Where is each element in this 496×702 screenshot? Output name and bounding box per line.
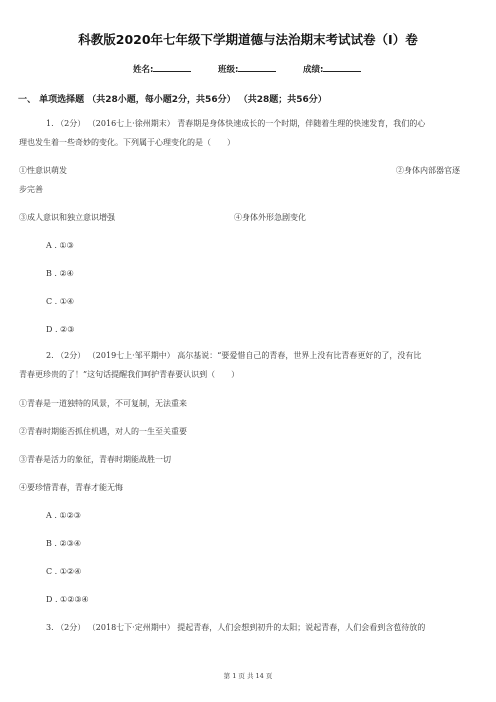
q2-statement-3: ③青春是活力的象征，青春时期能战胜一切 xyxy=(19,455,171,464)
class-label: 班级: xyxy=(218,65,239,75)
score-label: 成绩: xyxy=(303,65,324,75)
q1-statement-4: ④身体外形急剧变化 xyxy=(234,213,306,222)
q2-stem-line2: 青春更珍贵的了！”这句话提醒我们呵护青春要认识到（ ） xyxy=(19,370,240,379)
q2-option-c[interactable]: C . ①②④ xyxy=(46,567,82,576)
q3-stem-line1: 3. （2分） （2018七下·定州期中） 提起青春，人们会想到初升的太阳；说起青春，人们会看到含苞待放的 xyxy=(46,623,426,632)
q2-option-a[interactable]: A . ①②③ xyxy=(46,511,81,520)
page-footer: 第 1 页 共 14 页 xyxy=(223,672,273,680)
q1-statement-3: ③成人意识和独立意识增强 xyxy=(19,213,115,222)
exam-title: 科教版2020年七年级下学期道德与法治期末考试试卷（I）卷 xyxy=(78,32,418,47)
q1-statement-2-cont: 步完善 xyxy=(19,185,43,194)
student-info-row xyxy=(0,62,496,76)
q1-option-c[interactable]: C . ①④ xyxy=(46,297,75,306)
class-field xyxy=(218,62,276,75)
q2-stem-line1: 2. （2分） （2019七上·邹平期中） 高尔基说：“要爱惜自己的青春，世界上没有比青春更好的了，没有比 xyxy=(46,351,422,360)
name-blank xyxy=(153,62,191,72)
q2-statement-4: ④要珍惜青春，青春才能无悔 xyxy=(19,483,123,492)
name-field xyxy=(133,62,191,75)
q2-option-d[interactable]: D . ①②③④ xyxy=(46,595,89,604)
name-label: 姓名: xyxy=(133,65,154,75)
class-blank xyxy=(238,62,276,72)
q1-option-b[interactable]: B . ②④ xyxy=(46,269,74,278)
q1-statement-1: ①性意识萌发 xyxy=(19,166,67,175)
section-heading: 一、 单项选择题 （共28小题，每小题2分，共56分） （共28题；共56分） xyxy=(18,95,327,105)
q1-option-d[interactable]: D . ②③ xyxy=(46,325,75,334)
score-field xyxy=(303,62,361,75)
score-blank xyxy=(323,62,361,72)
q1-stem-line1: 1. （2分） （2016七上·徐州期末） 青春期是身体快速成长的一个时期，伴随着生理的快速发育，我们的心 xyxy=(46,119,426,128)
q1-statement-2: ②身体内部器官逐 xyxy=(396,166,460,175)
q2-statement-2: ②青春时期能否抓住机遇，对人的一生至关重要 xyxy=(19,427,187,436)
q1-option-a[interactable]: A . ①③ xyxy=(46,241,74,250)
q1-stem-line2: 理也发生着一些奇妙的变化。下列属于心理变化的是（ ） xyxy=(19,138,235,147)
q2-statement-1: ①青春是一道独特的风景，不可复制，无法重来 xyxy=(19,399,187,408)
q2-option-b[interactable]: B . ②③④ xyxy=(46,539,82,548)
